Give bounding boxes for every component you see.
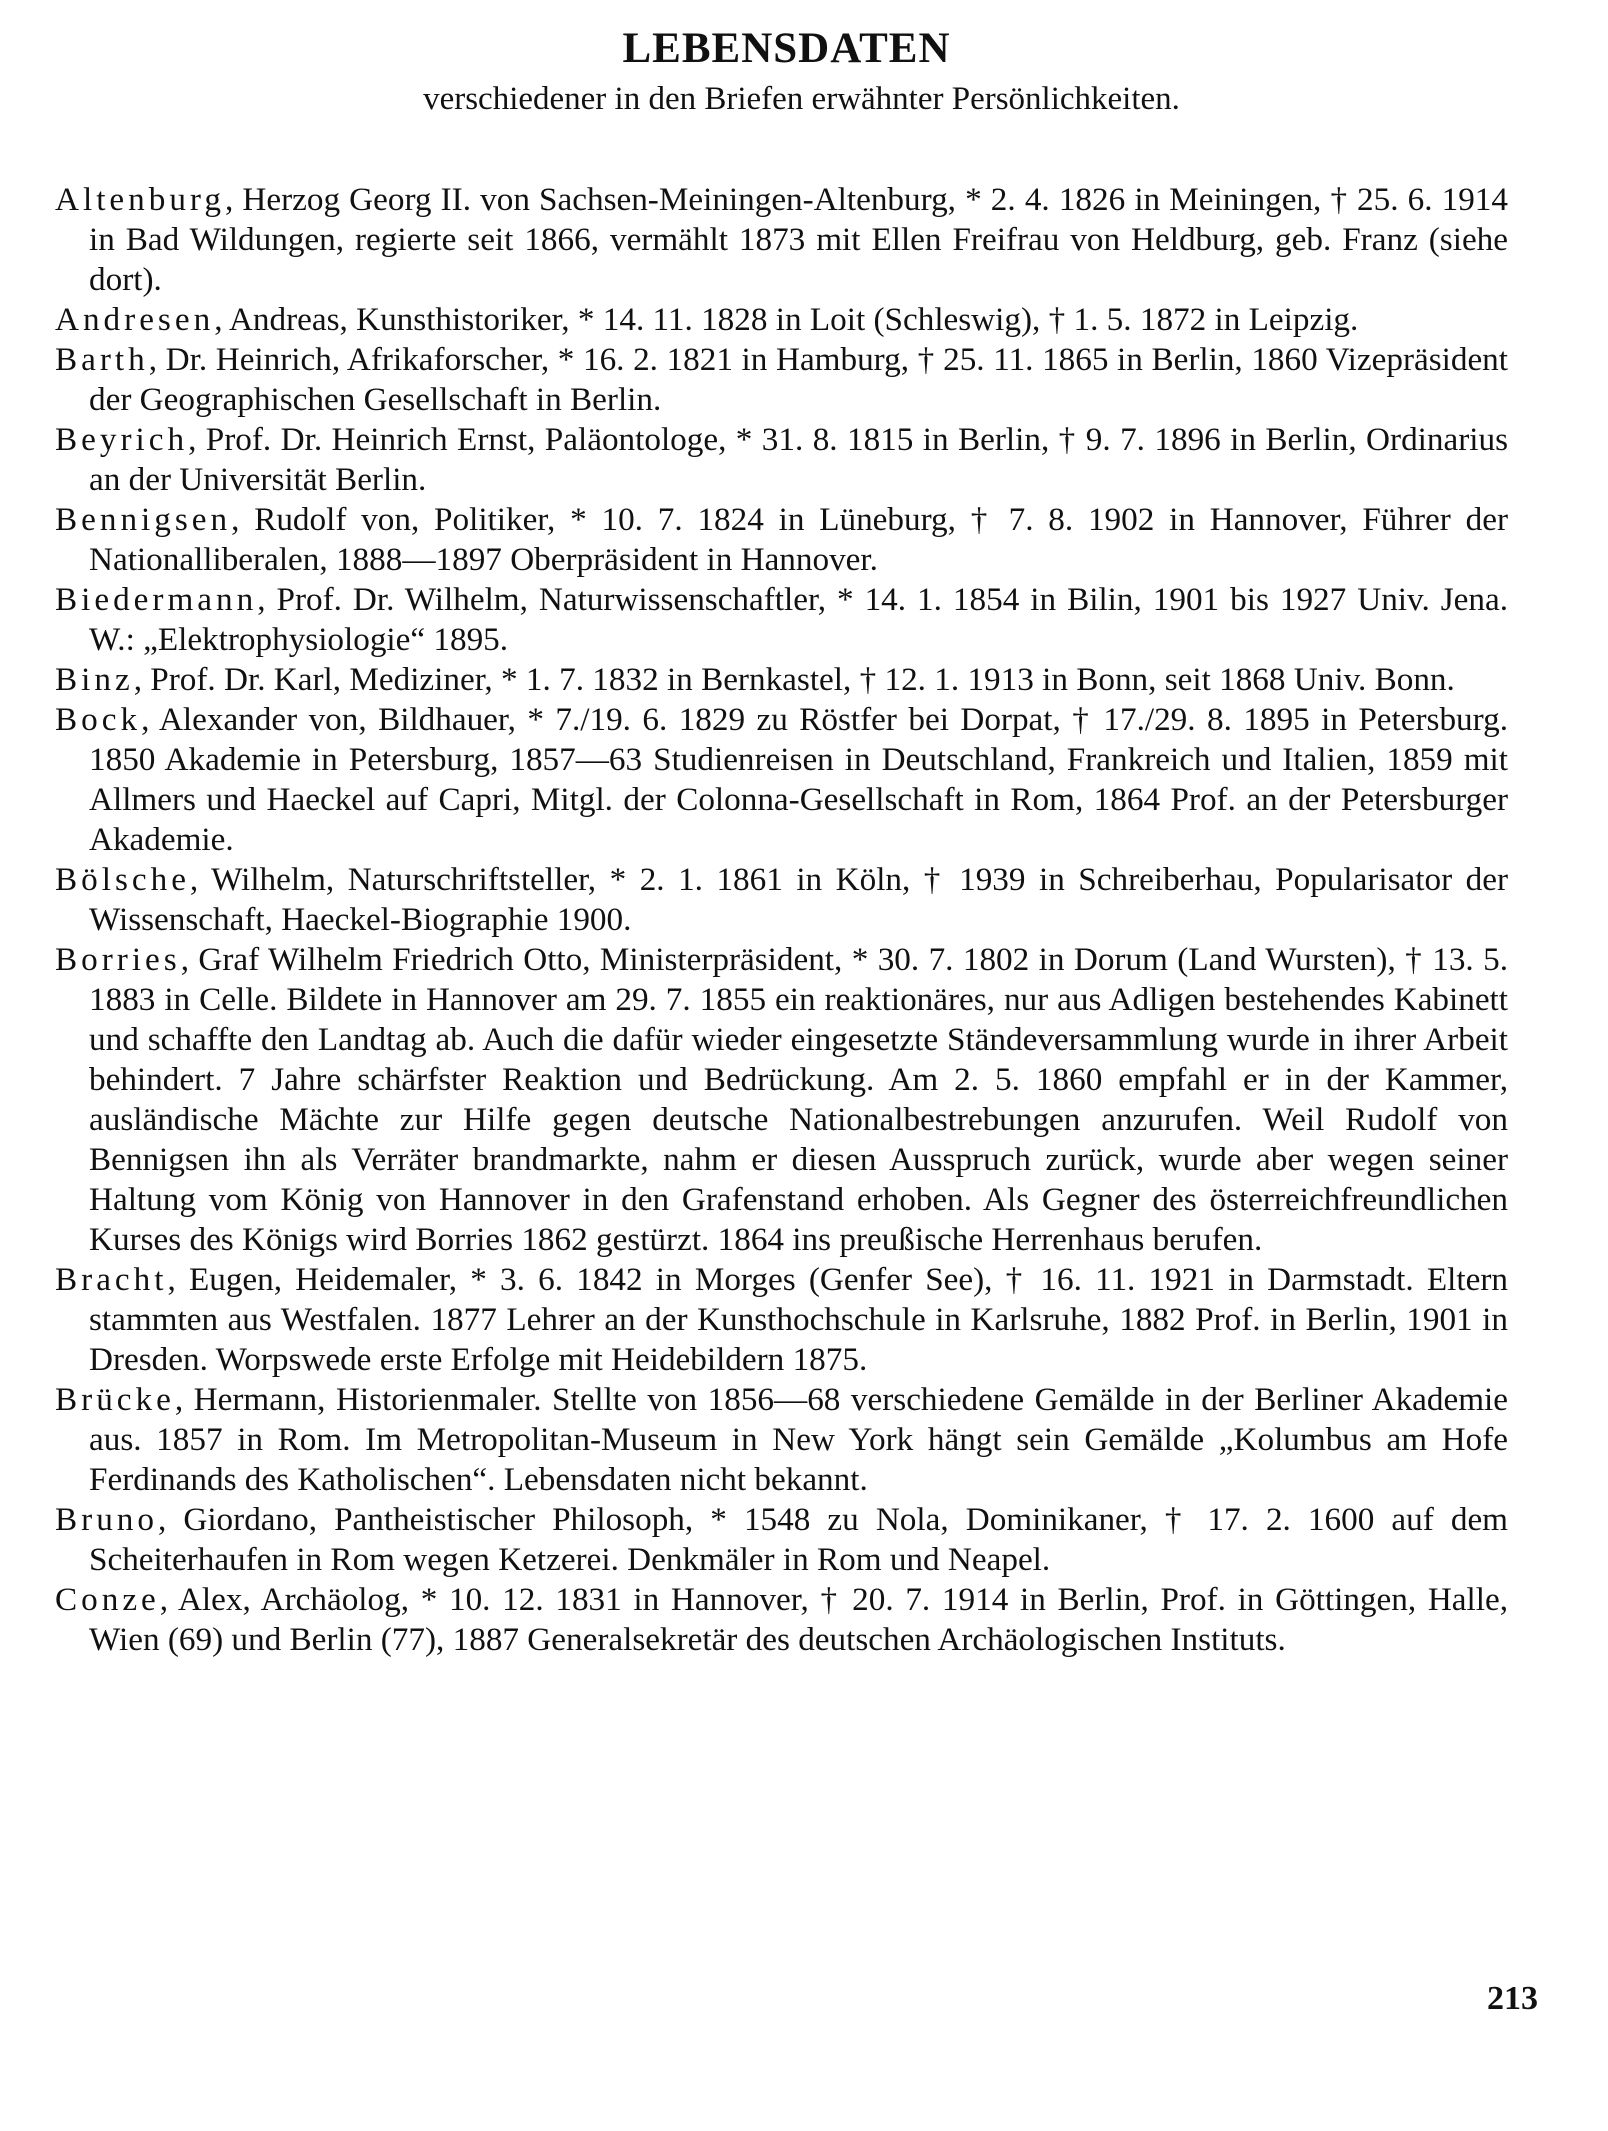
entry-name: Beyrich: [55, 421, 189, 458]
entry-bruecke: [55, 1380, 1508, 1500]
entry-text: , Graf Wilhelm Friedrich Otto, Ministerpräsident, * 30. 7. 1802 in Dorum (Land Wursten), † 13. 5. 1883 in Celle. Bildete in Hannover am 29. 7. 1855 ein reaktionäres, nur aus Adligen bestehendes Kabinett und schaffte den Landtag ab. Auch die dafür wieder eingesetzte Ständeversammlung wurde in ihrer Arbeit behindert. 7 Jahre schärfster Reaktion und Bedrückung. Am 2. 5. 1860 empfahl er in der Kammer, ausländische Mächte zur Hilfe gegen deutsche Nationalbestrebungen anzurufen. Weil Rudolf von Bennigsen ihn als Verräter brandmarkte, nahm er diesen Ausspruch zurück, wurde aber wegen seiner Haltung vom König von Hannover in den Grafenstand erhoben. Als Gegner des österreichfreundlichen Kurses des Königs wird Borries 1862 gestürzt. 1864 ins preußische Herrenhaus berufen.: [89, 941, 1508, 1258]
entry-text: , Rudolf von, Politiker, * 10. 7. 1824 in Lüneburg, † 7. 8. 1902 in Hannover, Führer der Nationalliberalen, 1888—1897 Oberpräsident in Hannover.: [89, 501, 1508, 578]
entry-bruno: [55, 1500, 1508, 1580]
entry-text: , Giordano, Pantheistischer Philosoph, * 1548 zu Nola, Dominikaner, † 17. 2. 1600 auf dem Scheiterhaufen in Rom wegen Ketzerei. Denkmäler in Rom und Neapel.: [89, 1501, 1508, 1578]
entry-text: , Andreas, Kunsthistoriker, * 14. 11. 1828 in Loit (Schleswig), † 1. 5. 1872 in Leipzig.: [214, 301, 1359, 338]
entry-bock: [55, 700, 1508, 860]
entry-altenburg: [55, 180, 1508, 300]
entry-name: Andresen: [55, 301, 215, 338]
entry-text: , Wilhelm, Naturschriftsteller, * 2. 1. 1861 in Köln, † 1939 in Schreiberhau, Popularisator der Wissenschaft, Haeckel-Biographie 1900.: [89, 861, 1508, 938]
entry-text: , Alex, Archäolog, * 10. 12. 1831 in Hannover, † 20. 7. 1914 in Berlin, Prof. in Göttingen, Halle, Wien (69) und Berlin (77), 1887 Generalsekretär des deutschen Archäologischen Instituts.: [89, 1581, 1508, 1658]
entry-text: , Prof. Dr. Wilhelm, Naturwissenschaftler, * 14. 1. 1854 in Bilin, 1901 bis 1927 Univ. Jena. W.: „Elektrophysiologie“ 1895.: [89, 581, 1508, 658]
entry-boelsche: [55, 860, 1508, 940]
entry-text: , Alexander von, Bildhauer, * 7./19. 6. 1829 zu Röstfer bei Dorpat, † 17./29. 8. 1895 in Petersburg. 1850 Akademie in Petersburg, 1857—63 Studienreisen in Deutschland, Frankreich und Italien, 1859 mit Allmers und Haeckel auf Capri, Mitgl. der Colonna-Gesellschaft in Rom, 1864 Prof. an der Petersburger Akademie.: [89, 701, 1508, 858]
entry-name: Biedermann: [55, 581, 258, 618]
entry-conze: [55, 1580, 1508, 1660]
entry-text: , Hermann, Historienmaler. Stellte von 1856—68 verschiedene Gemälde in der Berliner Akademie aus. 1857 in Rom. Im Metropolitan-Museum in New York hängt sein Gemälde „Kolumbus am Hofe Ferdinands des Katholischen“. Lebensdaten nicht bekannt.: [89, 1381, 1508, 1498]
entry-name: Brücke: [55, 1381, 175, 1418]
entry-beyrich: [55, 420, 1508, 500]
entry-name: Borries: [55, 941, 181, 978]
entry-text: , Prof. Dr. Karl, Mediziner, * 1. 7. 1832 in Bernkastel, † 12. 1. 1913 in Bonn, seit 1868 Univ. Bonn.: [133, 661, 1455, 698]
entry-name: Bennigsen: [55, 501, 232, 538]
entry-name: Bölsche: [55, 861, 190, 898]
entry-name: Bock: [55, 701, 142, 738]
entry-binz: [55, 660, 1508, 700]
entry-text: , Prof. Dr. Heinrich Ernst, Paläontologe, * 31. 8. 1815 in Berlin, † 9. 7. 1896 in Berlin, Ordinarius an der Universität Berlin.: [89, 421, 1508, 498]
entry-name: Bracht: [55, 1261, 168, 1298]
entry-bracht: [55, 1260, 1508, 1380]
biography-list: [55, 180, 1508, 1660]
page-title: LEBENSDATEN: [622, 25, 951, 72]
entry-text: , Eugen, Heidemaler, * 3. 6. 1842 in Morges (Genfer See), † 16. 11. 1921 in Darmstadt. Eltern stammten aus Westfalen. 1877 Lehrer an der Kunsthochschule in Karlsruhe, 1882 Prof. in Berlin, 1901 in Dresden. Worpswede erste Erfolge mit Heidebildern 1875.: [89, 1261, 1508, 1378]
entry-text: , Herzog Georg II. von Sachsen-Meiningen-Altenburg, * 2. 4. 1826 in Meiningen, † 25. 6. 1914 in Bad Wildungen, regierte seit 1866, vermählt 1873 mit Ellen Freifrau von Heldburg, geb. Franz (siehe dort).: [89, 181, 1508, 298]
entry-text: , Dr. Heinrich, Afrikaforscher, * 16. 2. 1821 in Hamburg, † 25. 11. 1865 in Berlin, 1860 Vizepräsident der Geographischen Gesellschaft in Berlin.: [89, 341, 1508, 418]
page-subtitle: verschiedener in den Briefen erwähnter Persönlichkeiten.: [423, 81, 1180, 117]
entry-name: Binz: [55, 661, 134, 698]
entry-bennigsen: [55, 500, 1508, 580]
entry-borries: [55, 940, 1508, 1260]
entry-name: Bruno: [55, 1501, 158, 1538]
entry-name: Altenburg: [55, 181, 225, 218]
entry-biedermann: [55, 580, 1508, 660]
page-number: 213: [1487, 1980, 1538, 2017]
entry-andresen: [55, 300, 1508, 340]
entry-barth: [55, 340, 1508, 420]
entry-name: Conze: [55, 1581, 160, 1618]
entry-name: Barth: [55, 341, 149, 378]
